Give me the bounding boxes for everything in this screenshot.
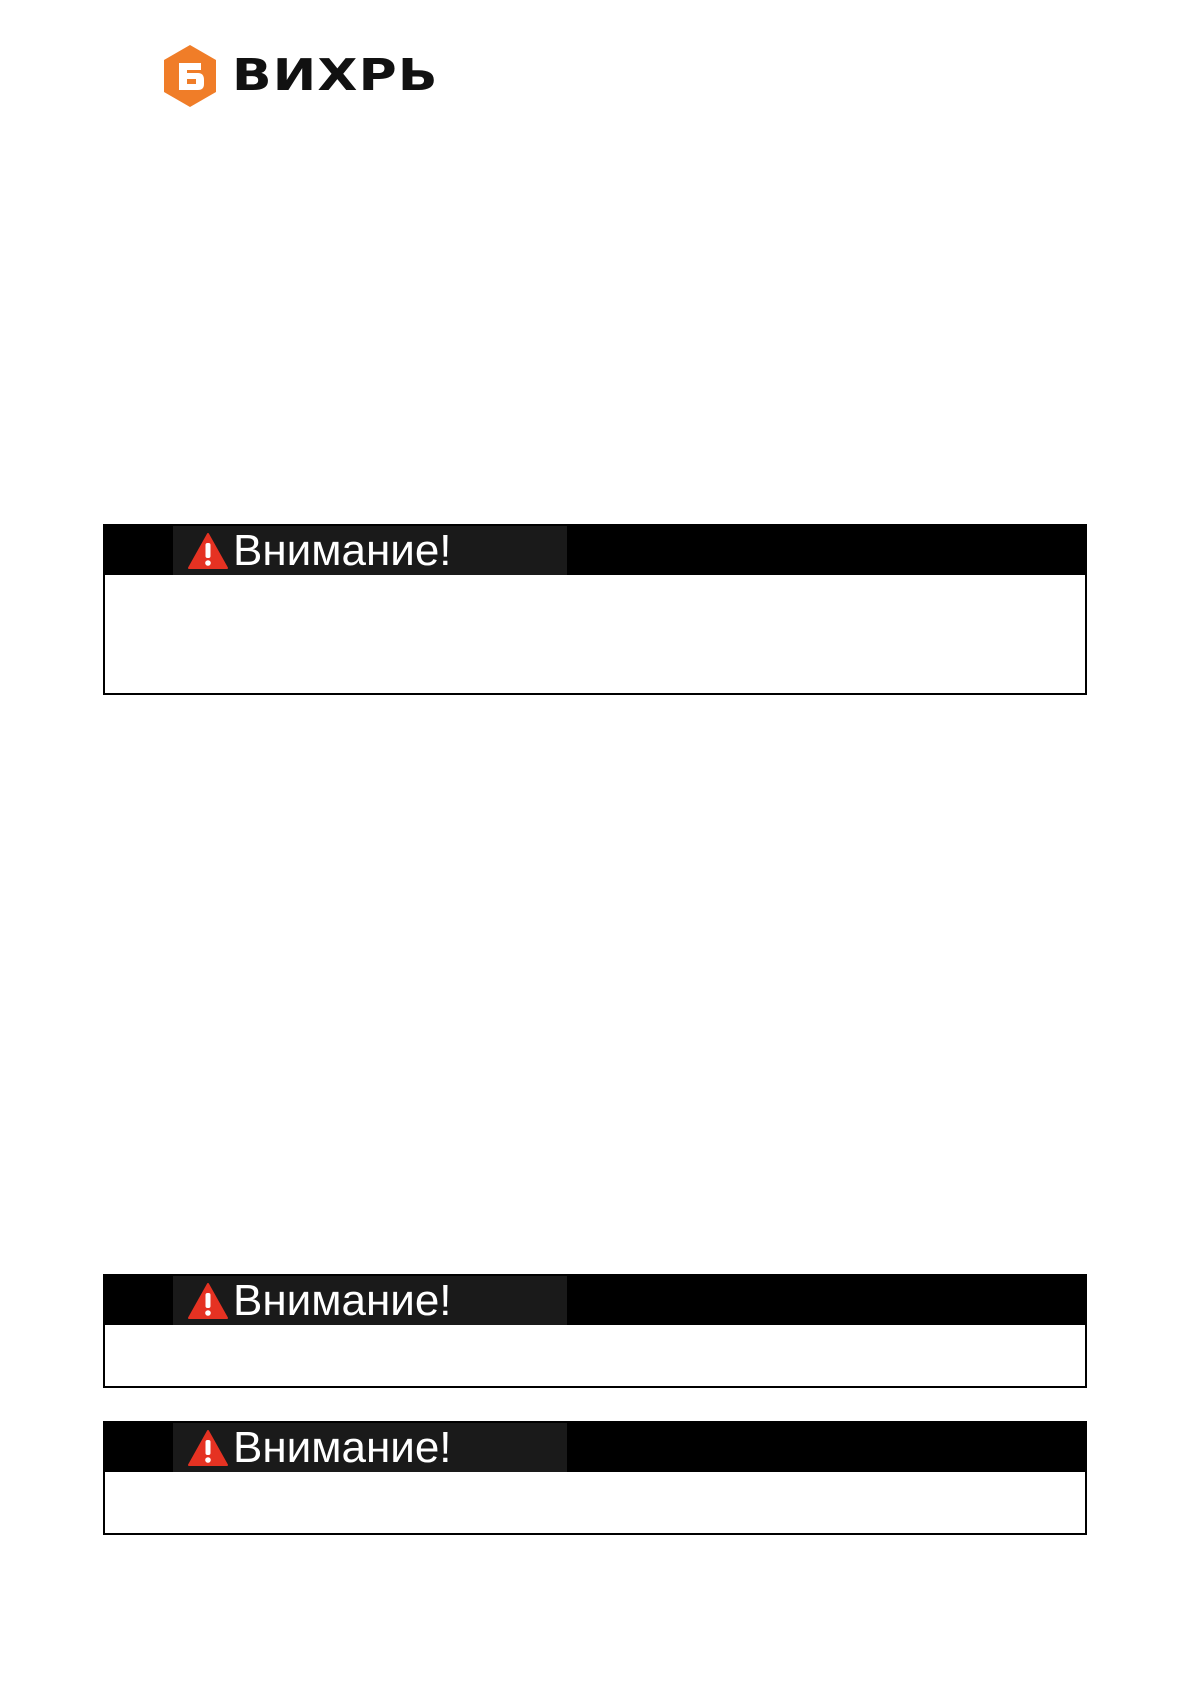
warning-header	[105, 526, 1085, 575]
brand-hexagon-icon	[162, 44, 218, 108]
warning-box	[103, 524, 1087, 695]
warning-header	[105, 1276, 1085, 1325]
brand-name: ВИХРЬ	[232, 50, 439, 101]
warning-title: Внимание!	[233, 1275, 452, 1325]
warning-title: Внимание!	[233, 1422, 452, 1472]
warning-title: Внимание!	[233, 525, 452, 575]
brand-logo	[162, 44, 439, 108]
warning-title-plate	[173, 526, 567, 575]
warning-box	[103, 1421, 1087, 1535]
warning-triangle-icon	[187, 1429, 229, 1467]
warning-title-plate	[173, 1276, 567, 1325]
warning-title-plate	[173, 1423, 567, 1472]
warning-triangle-icon	[187, 532, 229, 570]
warning-triangle-icon	[187, 1282, 229, 1320]
warning-header	[105, 1423, 1085, 1472]
warning-box	[103, 1274, 1087, 1388]
